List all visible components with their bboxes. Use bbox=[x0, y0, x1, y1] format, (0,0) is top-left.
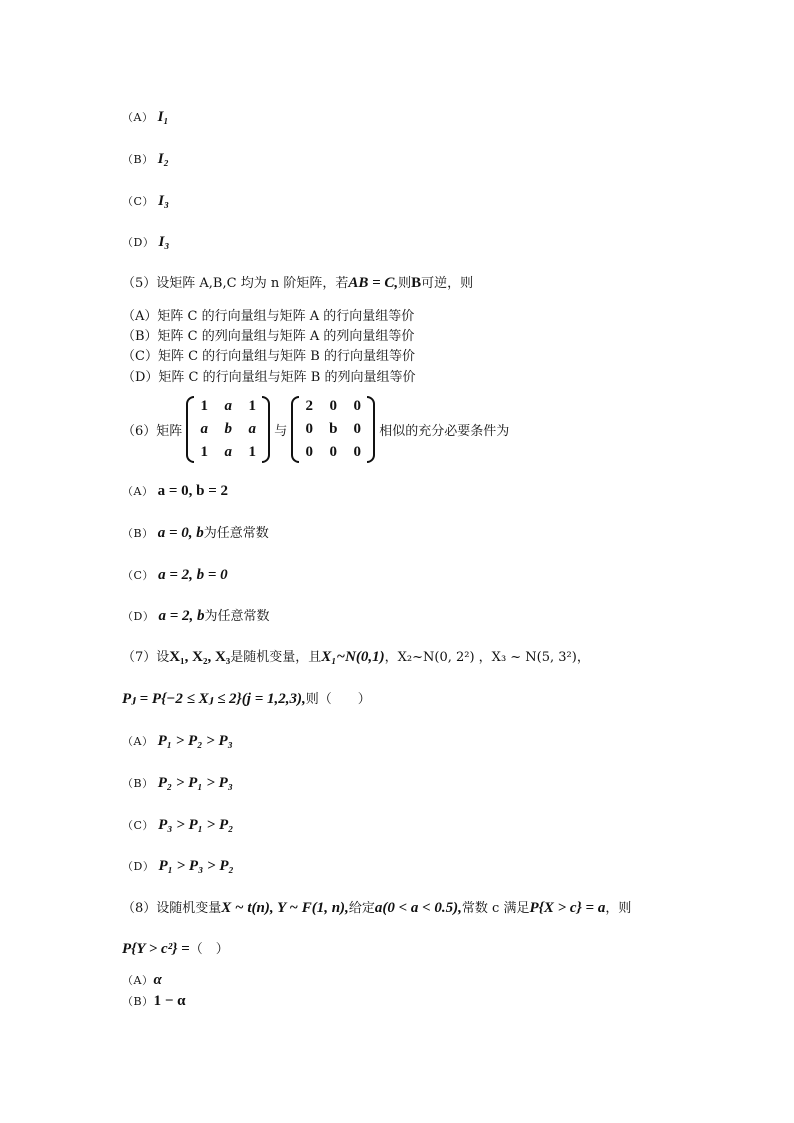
matrix-cell: b bbox=[224, 420, 233, 437]
q7-stem-line1: （7）设X₁, X₂, X₃是随机变量，且X₁~N(0,1)，X₂~N(0, 2²) ，X₃ ~ N(5, 3²)， bbox=[122, 649, 590, 665]
q7-option-c: （C） P₃ > P₁ > P₂ bbox=[122, 817, 234, 833]
q7-option-b: （B） P₂ > P₁ > P₃ bbox=[122, 775, 234, 791]
matrix-cell: a bbox=[200, 420, 209, 437]
q4-option-b: （B） I₂ bbox=[122, 151, 169, 167]
matrix-cell: a bbox=[224, 443, 233, 460]
q7-stem-line2: Pⱼ = P{−2 ≤ Xⱼ ≤ 2}(j = 1,2,3),则（ ） bbox=[122, 691, 371, 707]
q5-option-a: （A）矩阵 C 的行向量组与矩阵 A 的行向量组等价 bbox=[122, 309, 415, 324]
matrix-cell: 1 bbox=[200, 443, 209, 460]
q5-option-d: （D）矩阵 C 的行向量组与矩阵 B 的列向量组等价 bbox=[122, 370, 416, 385]
q4-option-a: （A） I₁ bbox=[122, 109, 169, 125]
matrix-1 bbox=[186, 396, 270, 463]
matrix-cell: 1 bbox=[248, 443, 257, 460]
q8-option-a: （A）α bbox=[122, 972, 162, 988]
matrix-cell: 0 bbox=[353, 443, 362, 460]
matrix-cell: 0 bbox=[353, 397, 362, 414]
matrix-cell: 1 bbox=[248, 397, 257, 414]
q6-option-b: （B） a = 0, b为任意常数 bbox=[122, 525, 269, 541]
matrix-2 bbox=[291, 396, 375, 463]
matrix-cell: 0 bbox=[305, 443, 314, 460]
q5-option-b: （B）矩阵 C 的列向量组与矩阵 A 的列向量组等价 bbox=[122, 329, 415, 344]
q6-option-c: （C） a = 2, b = 0 bbox=[122, 567, 228, 583]
matrix-cell: 2 bbox=[305, 397, 314, 414]
matrix-cell: b bbox=[329, 420, 338, 437]
q7-option-a: （A） P₁ > P₂ > P₃ bbox=[122, 733, 233, 749]
q7-option-d: （D） P₁ > P₃ > P₂ bbox=[122, 858, 234, 874]
q4-option-c: （C） I₃ bbox=[122, 193, 170, 209]
q8-stem-line1: （8）设随机变量X ~ t(n), Y ~ F(1, n),给定a(0 < a < 0.5),常数 c 满足P{X > c} = a，则 bbox=[122, 900, 632, 916]
q6-option-a: （A） a = 0, b = 2 bbox=[122, 483, 229, 499]
q5-option-c: （C）矩阵 C 的行向量组与矩阵 B 的行向量组等价 bbox=[122, 349, 415, 364]
matrix-cell: 1 bbox=[200, 397, 209, 414]
matrix-cell: 0 bbox=[329, 397, 338, 414]
matrix-cell: 0 bbox=[353, 420, 362, 437]
q6-stem: （6）矩阵 1 a 1 a b a 1 a 1 与 2 0 0 0 b 0 0 0 0 相似的充分必要条件为 bbox=[122, 394, 509, 464]
matrix-cell: 0 bbox=[329, 443, 338, 460]
q6-option-d: （D） a = 2, b为任意常数 bbox=[122, 608, 270, 624]
matrix-cell: a bbox=[248, 420, 257, 437]
q8-option-b: （B）1 − α bbox=[122, 993, 186, 1009]
matrix-cell: 0 bbox=[305, 420, 314, 437]
q4-option-d: （D） I₃ bbox=[122, 234, 170, 250]
q5-stem: （5）设矩阵 A,B,C 均为 n 阶矩阵，若AB = C,则B可逆，则 bbox=[122, 275, 474, 291]
matrix-cell: a bbox=[224, 397, 233, 414]
q8-stem-line2: P{Y > c²} =（ ） bbox=[122, 941, 229, 957]
